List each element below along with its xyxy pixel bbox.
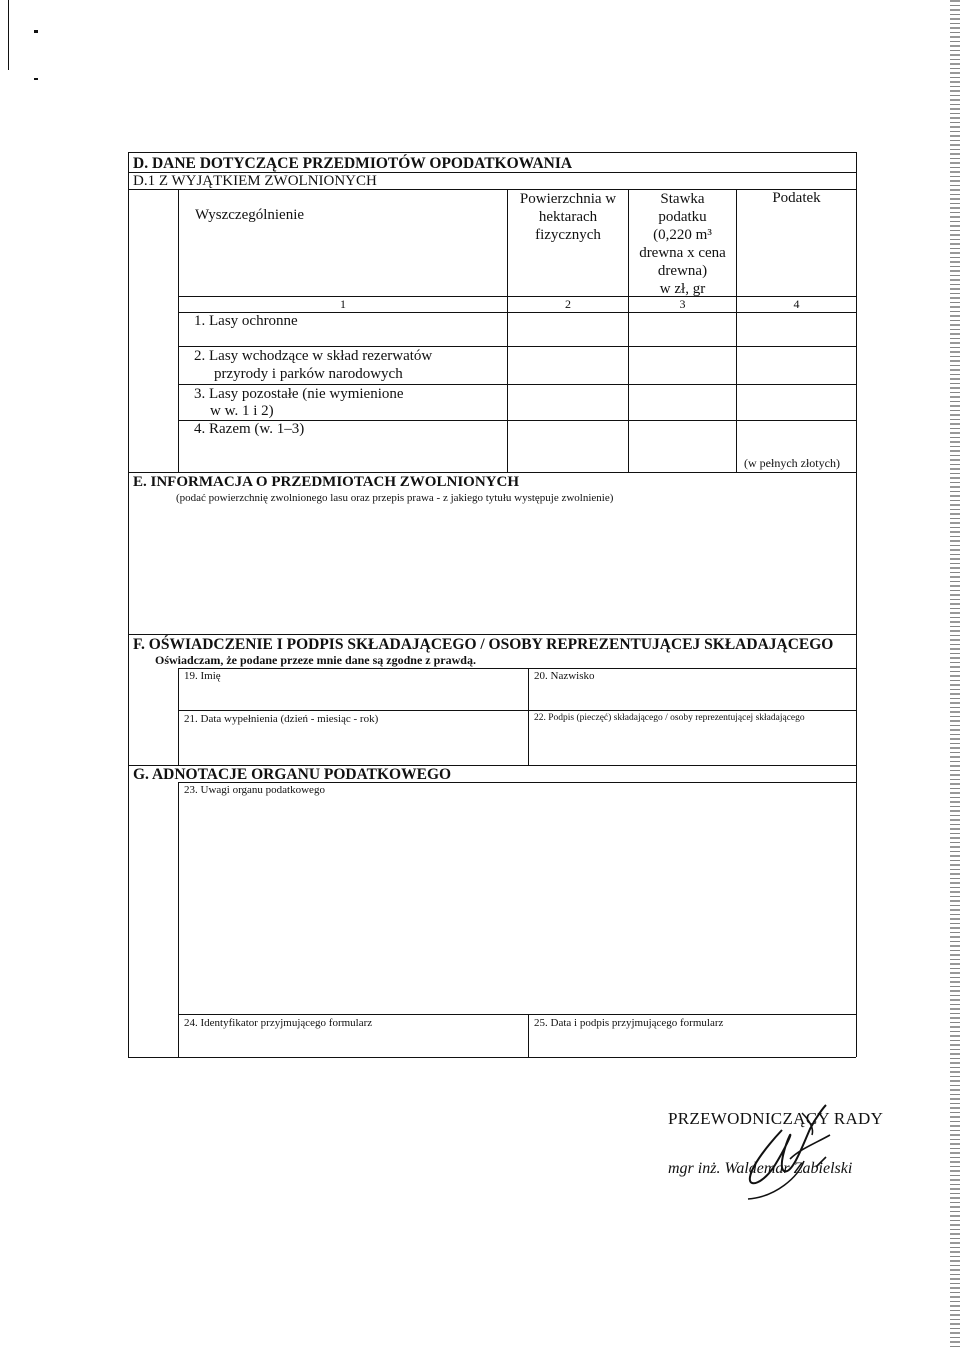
section-e-title: E. INFORMACJA O PRZEDMIOTACH ZWOLNIONYCH bbox=[133, 474, 519, 490]
rule bbox=[178, 668, 856, 669]
rule bbox=[178, 346, 856, 347]
form-right-border bbox=[856, 152, 857, 1057]
col-header-stawka: Stawka podatku (0,220 m³ drewna x cena drewna) w zł, gr bbox=[639, 191, 726, 297]
stamp-name: mgr inż. Waldemar Zabielski bbox=[668, 1160, 853, 1177]
col-number-4: 4 bbox=[793, 297, 800, 311]
rule bbox=[128, 152, 856, 153]
col-number-1: 1 bbox=[340, 297, 346, 311]
f-left-line bbox=[178, 668, 179, 765]
rule bbox=[128, 634, 856, 635]
col-header-podatek: Podatek bbox=[772, 190, 821, 206]
g-left-line bbox=[178, 782, 179, 1057]
field-19-imie[interactable]: 19. Imię bbox=[184, 670, 221, 682]
row-4-label: 4. Razem (w. 1–3) bbox=[194, 421, 305, 437]
row-2-label: 2. Lasy wchodzące w skład rezerwatów bbox=[194, 348, 433, 364]
g-mid-line bbox=[528, 1014, 529, 1057]
rule bbox=[178, 384, 856, 385]
rule bbox=[178, 710, 856, 711]
table-left-border bbox=[178, 189, 179, 472]
section-e-note: (podać powierzchnię zwolnionego lasu oraz przepis prawa - z jakiego tytułu występuje zwolnienie) bbox=[176, 492, 614, 504]
row-3-label-cont: w w. 1 i 2) bbox=[210, 403, 274, 419]
scan-dot bbox=[34, 30, 38, 33]
field-20-nazwisko[interactable]: 20. Nazwisko bbox=[534, 670, 595, 682]
stamp-title: PRZEWODNICZĄCY RADY bbox=[668, 1109, 884, 1128]
table-col-line bbox=[736, 189, 737, 472]
field-22-podpis[interactable]: 22. Podpis (pieczęć) składającego / osoby reprezentującej składającego bbox=[534, 713, 805, 723]
col-header-wyszczegolnienie: Wyszczególnienie bbox=[195, 207, 305, 223]
row-3-label: 3. Lasy pozostałe (nie wymienione bbox=[194, 386, 404, 402]
unit-note: (w pełnych złotych) bbox=[744, 456, 840, 470]
section-f-title: F. OŚWIADCZENIE I PODPIS SKŁADAJĄCEGO / OSOBY REPREZENTUJĄCEJ SKŁADAJĄCEGO bbox=[133, 636, 834, 653]
col-header-powierzchnia: Powierzchnia w hektarach fizycznych bbox=[519, 191, 617, 243]
section-d-title: D. DANE DOTYCZĄCE PRZEDMIOTÓW OPODATKOWANIA bbox=[133, 155, 573, 172]
section-d-subtitle: D.1 Z WYJĄTKIEM ZWOLNIONYCH bbox=[133, 173, 377, 189]
scan-mark bbox=[8, 0, 9, 70]
section-g-title: G. ADNOTACJE ORGANU PODATKOWEGO bbox=[133, 766, 452, 783]
form-left-border bbox=[128, 152, 129, 1057]
form-bottom-border bbox=[128, 1057, 856, 1058]
handwritten-signature bbox=[720, 1085, 870, 1205]
rule bbox=[178, 782, 856, 783]
field-23-uwagi[interactable]: 23. Uwagi organu podatkowego bbox=[184, 784, 325, 796]
col-number-3: 3 bbox=[679, 297, 686, 311]
col-number-2: 2 bbox=[565, 297, 571, 311]
scan-edge bbox=[950, 0, 960, 1348]
rule bbox=[178, 1014, 856, 1015]
field-24-identyfikator[interactable]: 24. Identyfikator przyjmującego formularz bbox=[184, 1017, 373, 1029]
f-mid-line bbox=[528, 668, 529, 765]
field-25-data-podpis[interactable]: 25. Data i podpis przyjmującego formularz bbox=[534, 1017, 724, 1029]
row-2-label-cont: przyrody i parków narodowych bbox=[214, 366, 403, 382]
scan-dot bbox=[34, 78, 38, 80]
section-f-statement: Oświadczam, że podane przeze mnie dane są zgodne z prawdą. bbox=[155, 653, 476, 667]
field-21-data[interactable]: 21. Data wypełnienia (dzień - miesiąc - rok) bbox=[184, 713, 379, 725]
rule bbox=[128, 472, 856, 473]
row-1-label: 1. Lasy ochronne bbox=[194, 313, 298, 329]
